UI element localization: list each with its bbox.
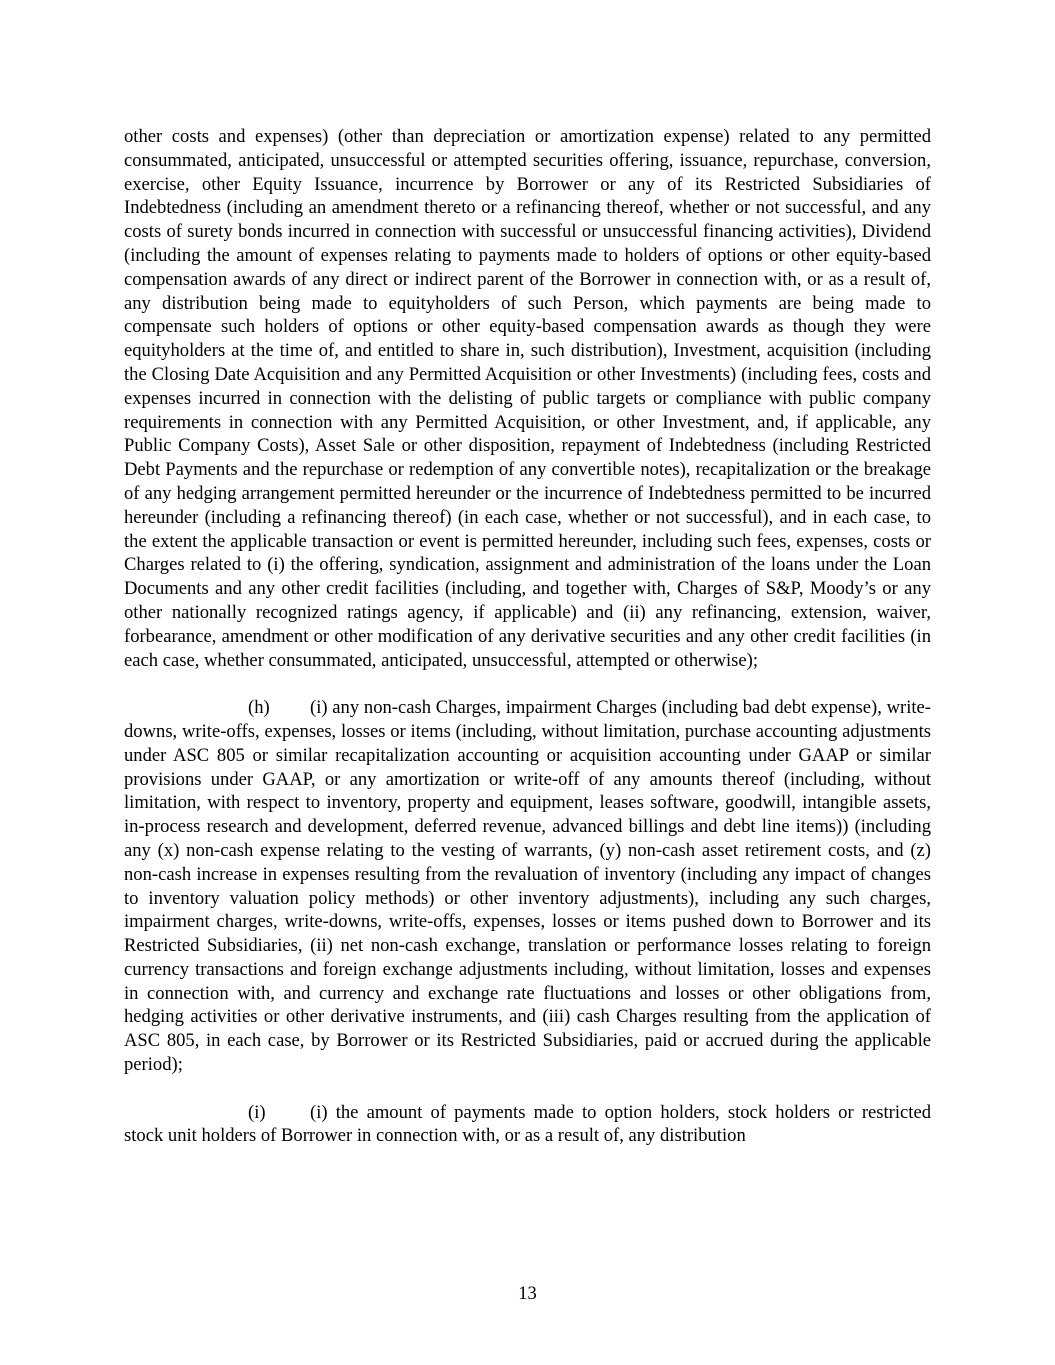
paragraph-clause-h — [124, 696, 931, 1077]
paragraph-clause-i — [124, 1101, 931, 1149]
clause-marker: (h) — [248, 697, 270, 719]
paragraph-text: other costs and expenses) (other than depreciation or amortization expense) related to any permitted consummated, anticipated, unsuccessful or attempted securities offering, issuance, repurchase, conversion, exercise, other Equity Issuance, incurrence by Borrower or any of its Restricted Subsidiaries of Indebtedness (including an amendment thereto or a refinancing thereof, whether or not successful, and any costs of surety bonds incurred in connection with successful or unsuccessful financing activities), Dividend (including the amount of expenses relating to payments made to holders of options or other equity-based compensation awards of any direct or indirect parent of the Borrower in connection with, or as a result of, any distribution being made to equityholders of such Person, which payments are being made to compensate such holders of options or other equity-based compensation awards as though they were equityholders at the time of, and entitled to share in, such distribution), Investment, acquisition (including the Closing Date Acquisition and any Permitted Acquisition or other Investments) (including fees, costs and expenses incurred in connection with the delisting of public targets or compliance with public company requirements in connection with any Permitted Acquisition, or other Investment, and, if applicable, any Public Company Costs), Asset Sale or other disposition, repayment of Indebtedness (including Restricted Debt Payments and the repurchase or redemption of any convertible notes), recapitalization or the breakage of any hedging arrangement permitted hereunder or the incurrence of Indebtedness permitted to be incurred hereunder (including a refinancing thereof) (in each case, whether or not successful), and in each case, to the extent the applicable transaction or event is permitted hereunder, including such fees, expenses, costs or Charges related to (i) the offering, syndication, assignment and administration of the loans under the Loan Documents and any other credit facilities (including, and together with, Charges of S&P, Moody’s or any other nationally recognized ratings agency, if applicable) and (ii) any refinancing, extension, waiver, forbearance, amendment or other modification of any derivative securities and any other credit facilities (in each case, whether consummated, anticipated, unsuccessful, attempted or otherwise); — [124, 126, 931, 671]
clause-marker: (i) — [248, 1101, 266, 1123]
page-number: 13 — [518, 1283, 537, 1304]
paragraph-text: (i) the amount of payments made to option holders, stock holders or restricted stock unit holders of Borrower in connection with, or as a result of, any distribution — [124, 1101, 931, 1147]
paragraph-text: (i) any non-cash Charges, impairment Charges (including bad debt expense), write-downs, write-offs, expenses, losses or items (including, without limitation, purchase accounting adjustments under ASC 805 or similar recapitalization accounting or acquisition accounting under GAAP or similar provisions under GAAP, or any amortization or write-off of any amounts thereof (including, without limitation, with respect to inventory, property and equipment, leases software, goodwill, intangible assets, in-process research and development, deferred revenue, advanced billings and debt line items)) (including any (x) non-cash expense relating to the vesting of warrants, (y) non-cash asset retirement costs, and (z) non-cash increase in expenses resulting from the revaluation of inventory (including any impact of changes to inventory valuation policy methods) or other inventory adjustments), including any such charges, impairment charges, write-downs, write-offs, expenses, losses or items pushed down to Borrower and its Restricted Subsidiaries, (ii) net non-cash exchange, translation or performance losses relating to foreign currency transactions and foreign exchange adjustments including, without limitation, losses and expenses in connection with, and currency and exchange rate fluctuations and losses or other obligations from, hedging activities or other derivative instruments, and (iii) cash Charges resulting from the application of ASC 805, in each case, by Borrower or its Restricted Subsidiaries, paid or accrued during the applicable period); — [124, 697, 931, 1076]
document-body — [124, 125, 931, 1148]
paragraph-continuation — [124, 125, 931, 672]
